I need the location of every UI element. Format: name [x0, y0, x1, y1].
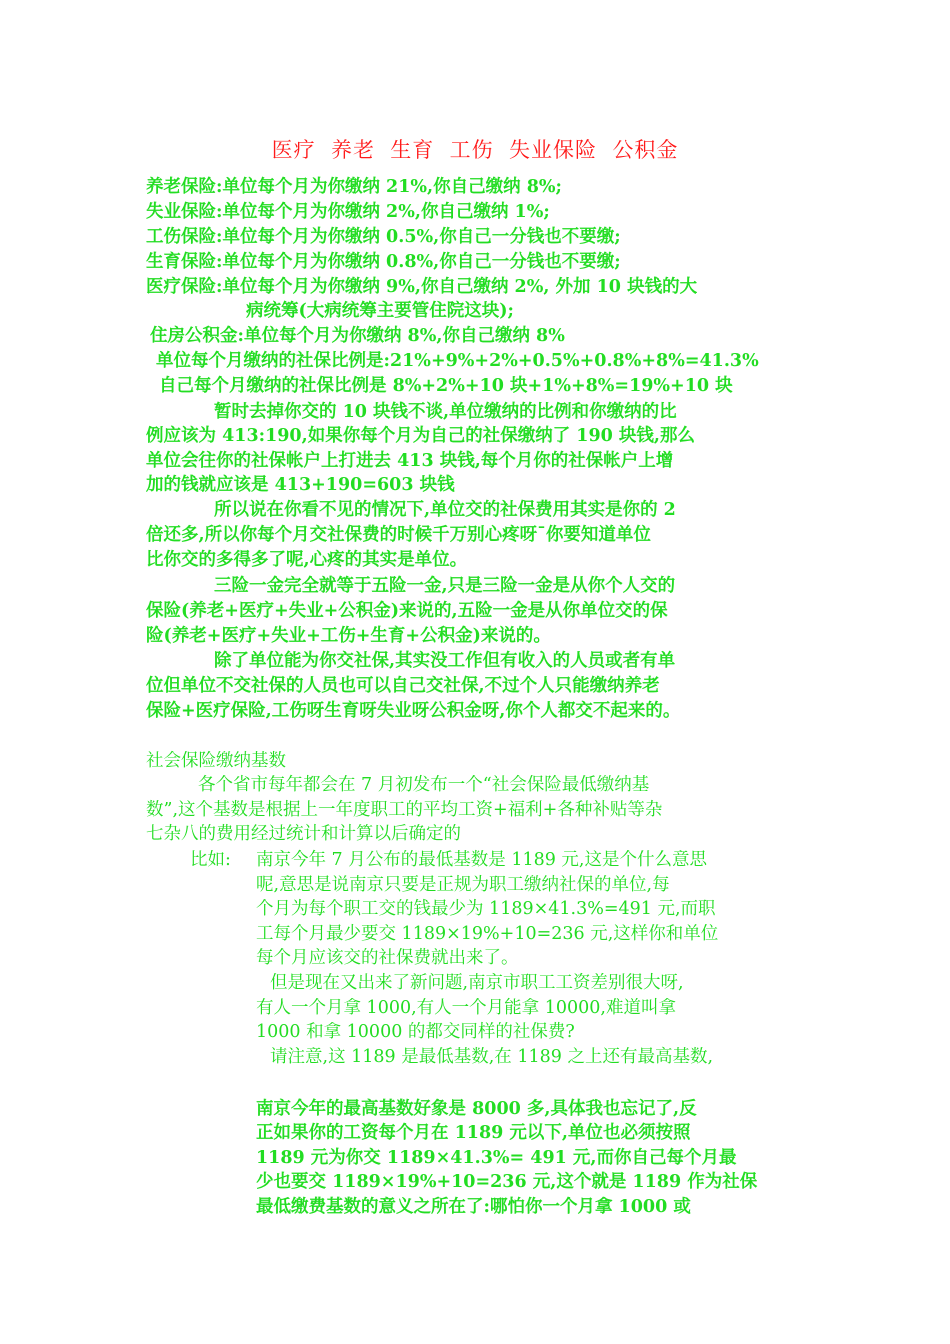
example-line: 1189 元为你交 1189×41.3%= 491 元,而你自己每个月最 [256, 1148, 737, 1168]
rate-line-medical-cont: 病统筹(大病统筹主要管住院这块); [246, 301, 515, 321]
employee-total-line: 自己每个月缴纳的社保比例是 8%+2%+10 块+1%+8%=19%+10 块 [159, 376, 733, 396]
rate-line-unemployment: 失业保险:单位每个月为你缴纳 2%,你自己缴纳 1%; [146, 202, 550, 222]
paragraph-line: 保险+医疗保险,工伤呀生育呀失业呀公积金呀,你个人都交不起来的。 [146, 701, 681, 721]
example-line: 个月为每个职工交的钱最少为 1189×41.3%=491 元,而职 [256, 899, 716, 919]
example-line: 正如果你的工资每个月在 1189 元以下,单位也必须按照 [256, 1123, 691, 1143]
example-line: 但是现在又出来了新问题,南京市职工工资差别很大呀, [270, 973, 684, 993]
paragraph-line: 暂时去掉你交的 10 块钱不谈,单位缴纳的比例和你缴纳的比 [214, 402, 677, 422]
example-line: 有人一个月拿 1000,有人一个月能拿 10000,难道叫拿 [256, 998, 676, 1018]
example-line: 请注意,这 1189 是最低基数,在 1189 之上还有最高基数, [270, 1047, 714, 1067]
rate-line-maternity: 生育保险:单位每个月为你缴纳 0.8%,你自己一分钱也不要缴; [146, 252, 621, 272]
example-line: 南京今年 7 月公布的最低基数是 1189 元,这是个什么意思 [256, 850, 707, 870]
paragraph-line: 险(养老+医疗+失业+工伤+生育+公积金)来说的。 [146, 626, 551, 646]
paragraph-line: 保险(养老+医疗+失业+公积金)来说的,五险一金是从你单位交的保 [146, 601, 668, 621]
example-label: 比如: [190, 850, 231, 870]
intro-line: 七杂八的费用经过统计和计算以后确定的 [146, 824, 461, 844]
paragraph-line: 例应该为 413:190,如果你每个月为自己的社保缴纳了 190 块钱,那么 [146, 426, 696, 446]
rate-line-medical: 医疗保险:单位每个月为你缴纳 9%,你自己缴纳 2%, 外加 10 块钱的大 [146, 277, 698, 297]
employer-total-line: 单位每个月缴纳的社保比例是:21%+9%+2%+0.5%+0.8%+8%=41.3% [156, 351, 759, 371]
section-heading: 社会保险缴纳基数 [146, 751, 286, 771]
example-line: 最低缴费基数的意义之所在了:哪怕你一个月拿 1000 或 [256, 1197, 691, 1217]
document-title: 医疗 养老 生育 工伤 失业保险 公积金 [271, 138, 679, 162]
intro-line: 各个省市每年都会在 7 月初发布一个“社会保险最低缴纳基 [198, 775, 650, 795]
example-line: 南京今年的最高基数好象是 8000 多,具体我也忘记了,反 [256, 1099, 697, 1119]
paragraph-line: 位但单位不交社保的人员也可以自己交社保,不过个人只能缴纳养老 [146, 676, 660, 696]
rate-line-housing-fund: 住房公积金:单位每个月为你缴纳 8%,你自己缴纳 8% [150, 326, 565, 346]
example-line: 1000 和拿 10000 的都交同样的社保费? [256, 1022, 575, 1042]
paragraph-line: 比你交的多得多了呢,心疼的其实是单位。 [146, 550, 468, 570]
paragraph-line: 所以说在你看不见的情况下,单位交的社保费用其实是你的 2 [214, 500, 676, 520]
paragraph-line: 除了单位能为你交社保,其实没工作但有收入的人员或者有单 [214, 651, 676, 671]
rate-line-injury: 工伤保险:单位每个月为你缴纳 0.5%,你自己一分钱也不要缴; [146, 227, 621, 247]
paragraph-line: 加的钱就应该是 413+190=603 块钱 [146, 475, 455, 495]
example-line: 工每个月最少要交 1189×19%+10=236 元,这样你和单位 [256, 924, 719, 944]
paragraph-line: 倍还多,所以你每个月交社保费的时候千万别心疼呀¯你要知道单位 [146, 525, 651, 545]
paragraph-line: 单位会往你的社保帐户上打进去 413 块钱,每个月你的社保帐户上增 [146, 451, 674, 471]
intro-line: 数”,这个基数是根据上一年度职工的平均工资+福利+各种补贴等杂 [146, 800, 663, 820]
example-line: 呢,意思是说南京只要是正规为职工缴纳社保的单位,每 [256, 875, 670, 895]
paragraph-line: 三险一金完全就等于五险一金,只是三险一金是从你个人交的 [214, 576, 676, 596]
example-line: 少也要交 1189×19%+10=236 元,这个就是 1189 作为社保 [256, 1172, 758, 1192]
example-line: 每个月应该交的社保费就出来了。 [256, 948, 519, 968]
rate-line-pension: 养老保险:单位每个月为你缴纳 21%,你自己缴纳 8%; [146, 177, 562, 197]
